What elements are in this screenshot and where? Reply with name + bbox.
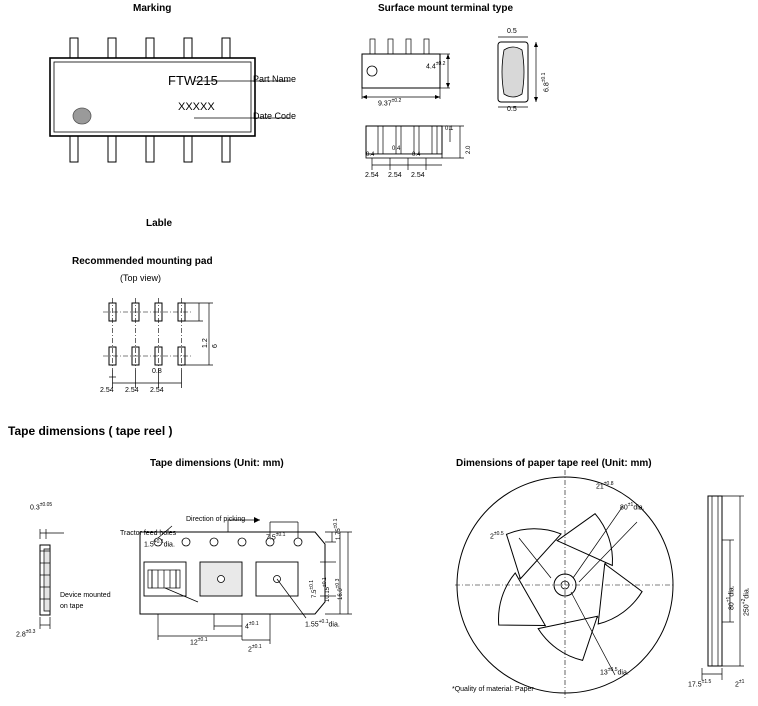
surface-pitch-3: 2.54: [411, 172, 425, 179]
surface-side-top-dim: 0.5: [507, 28, 517, 35]
tape-device-label-line1: Device mounted: [60, 592, 111, 599]
tape-dim-4: $4^{\pm 0.1}$: [245, 621, 259, 631]
label-date-code: Date Code: [253, 111, 297, 121]
pad-dim-horizontal: 6: [212, 344, 219, 348]
reel-side-dim-80: $80^{\pm 1}dia$.: [726, 585, 736, 610]
surface-pitch-1: 2.54: [365, 172, 379, 179]
surface-height-dim: $4.4^{\pm 0.2}$: [426, 61, 446, 71]
pad-dim-vertical: 1.2: [202, 338, 209, 348]
label-part-name: Part Name: [253, 74, 297, 84]
marking-part-name: FTW215: [168, 73, 218, 88]
lead-width-2: 0.4: [392, 146, 401, 152]
mounting-pad-title: Recommended mounting pad: [72, 256, 213, 267]
surface-side-bottom-dim: 0.5: [507, 106, 517, 113]
surface-pitch-2: 2.54: [388, 172, 402, 179]
marking-title: Marking: [133, 3, 172, 14]
reel-dim-21: $21^{\pm 0.8}$: [596, 481, 614, 491]
tape-direction-label: Direction of picking: [186, 516, 246, 523]
tape-cross-section: [20, 502, 90, 645]
tape-dim-1-5: $1.5^{+0.1}dia$.: [144, 539, 175, 549]
surface-mount-top-view: [350, 25, 470, 110]
tape-dim-2-8: $2.8^{\pm 0.3}$: [16, 629, 36, 639]
pad-pitch-3: 2.54: [150, 387, 164, 394]
reel-side-dim-250: $250^{+2}dia$.: [741, 587, 751, 616]
lable-title: Lable: [146, 218, 173, 229]
tape-device-label-line2: on tape: [60, 603, 84, 610]
tape-dim-7-5: $7.5^{\pm 0.1}$: [309, 579, 318, 598]
lead-thickness: 0.1: [445, 126, 454, 132]
tape-dim-10-15: $10.15^{\pm 0.1}$: [322, 577, 331, 602]
mounting-pad-diagram: [95, 295, 275, 400]
surface-width-dim: $9.37^{\pm 0.2}$: [378, 98, 402, 108]
reel-dim-80: $80^{\pm 1}dia$.: [620, 502, 645, 512]
surface-side-height-dim: $6.8^{\pm 0.1}$: [541, 72, 551, 92]
tape-dim-7-5-top: $7.5^{\pm 0.1}$: [266, 532, 286, 542]
reel-front-view: [455, 470, 695, 700]
tape-dim-1-55: $1.55^{+0.1}dia$.: [305, 619, 340, 629]
reel-dim-13: $13^{\pm 0.5}dia$.: [600, 667, 629, 677]
lead-width-1: 0.4: [366, 152, 375, 158]
lead-height: 2.0: [466, 145, 472, 154]
tape-dimensions-heading: Tape dimensions ( tape reel ): [8, 424, 173, 438]
surface-mount-title: Surface mount terminal type: [378, 3, 514, 14]
pad-pitch-2: 2.54: [125, 387, 139, 394]
reel-dim-title: Dimensions of paper tape reel (Unit: mm): [456, 458, 652, 469]
tape-dim-title: Tape dimensions (Unit: mm): [150, 458, 284, 469]
tape-dim-1-75: $1.75^{\pm 0.1}$: [333, 518, 342, 540]
pad-pitch-1: 2.54: [100, 387, 114, 394]
tape-main-diagram: [110, 490, 365, 655]
tape-tractor-label: Tractor feed holes: [120, 530, 177, 537]
reel-dim-2: $2^{\pm 0.5}$: [490, 531, 504, 541]
marking-diagram: [40, 20, 330, 180]
lead-width-3: 0.4: [412, 152, 421, 158]
reel-dim-17-5: $17.5^{\pm 1.5}$: [688, 679, 712, 689]
tape-dim-0-3: $0.3^{\pm 0.05}$: [30, 502, 53, 512]
tape-dim-2: $2^{\pm 0.1}$: [248, 644, 262, 654]
tape-dim-16-0: $16.0^{\pm 0.3}$: [335, 578, 344, 600]
pad-dim-width: 0.8: [152, 368, 162, 375]
mounting-pad-subtitle: (Top view): [120, 273, 162, 283]
reel-side-dim-2: $2^{\pm 1}$: [735, 679, 745, 689]
reel-quality-note: *Quality of material: Paper: [452, 686, 534, 693]
marking-date-code: XXXXX: [178, 101, 215, 113]
tape-dim-12: $12^{\pm 0.1}$: [190, 637, 208, 647]
